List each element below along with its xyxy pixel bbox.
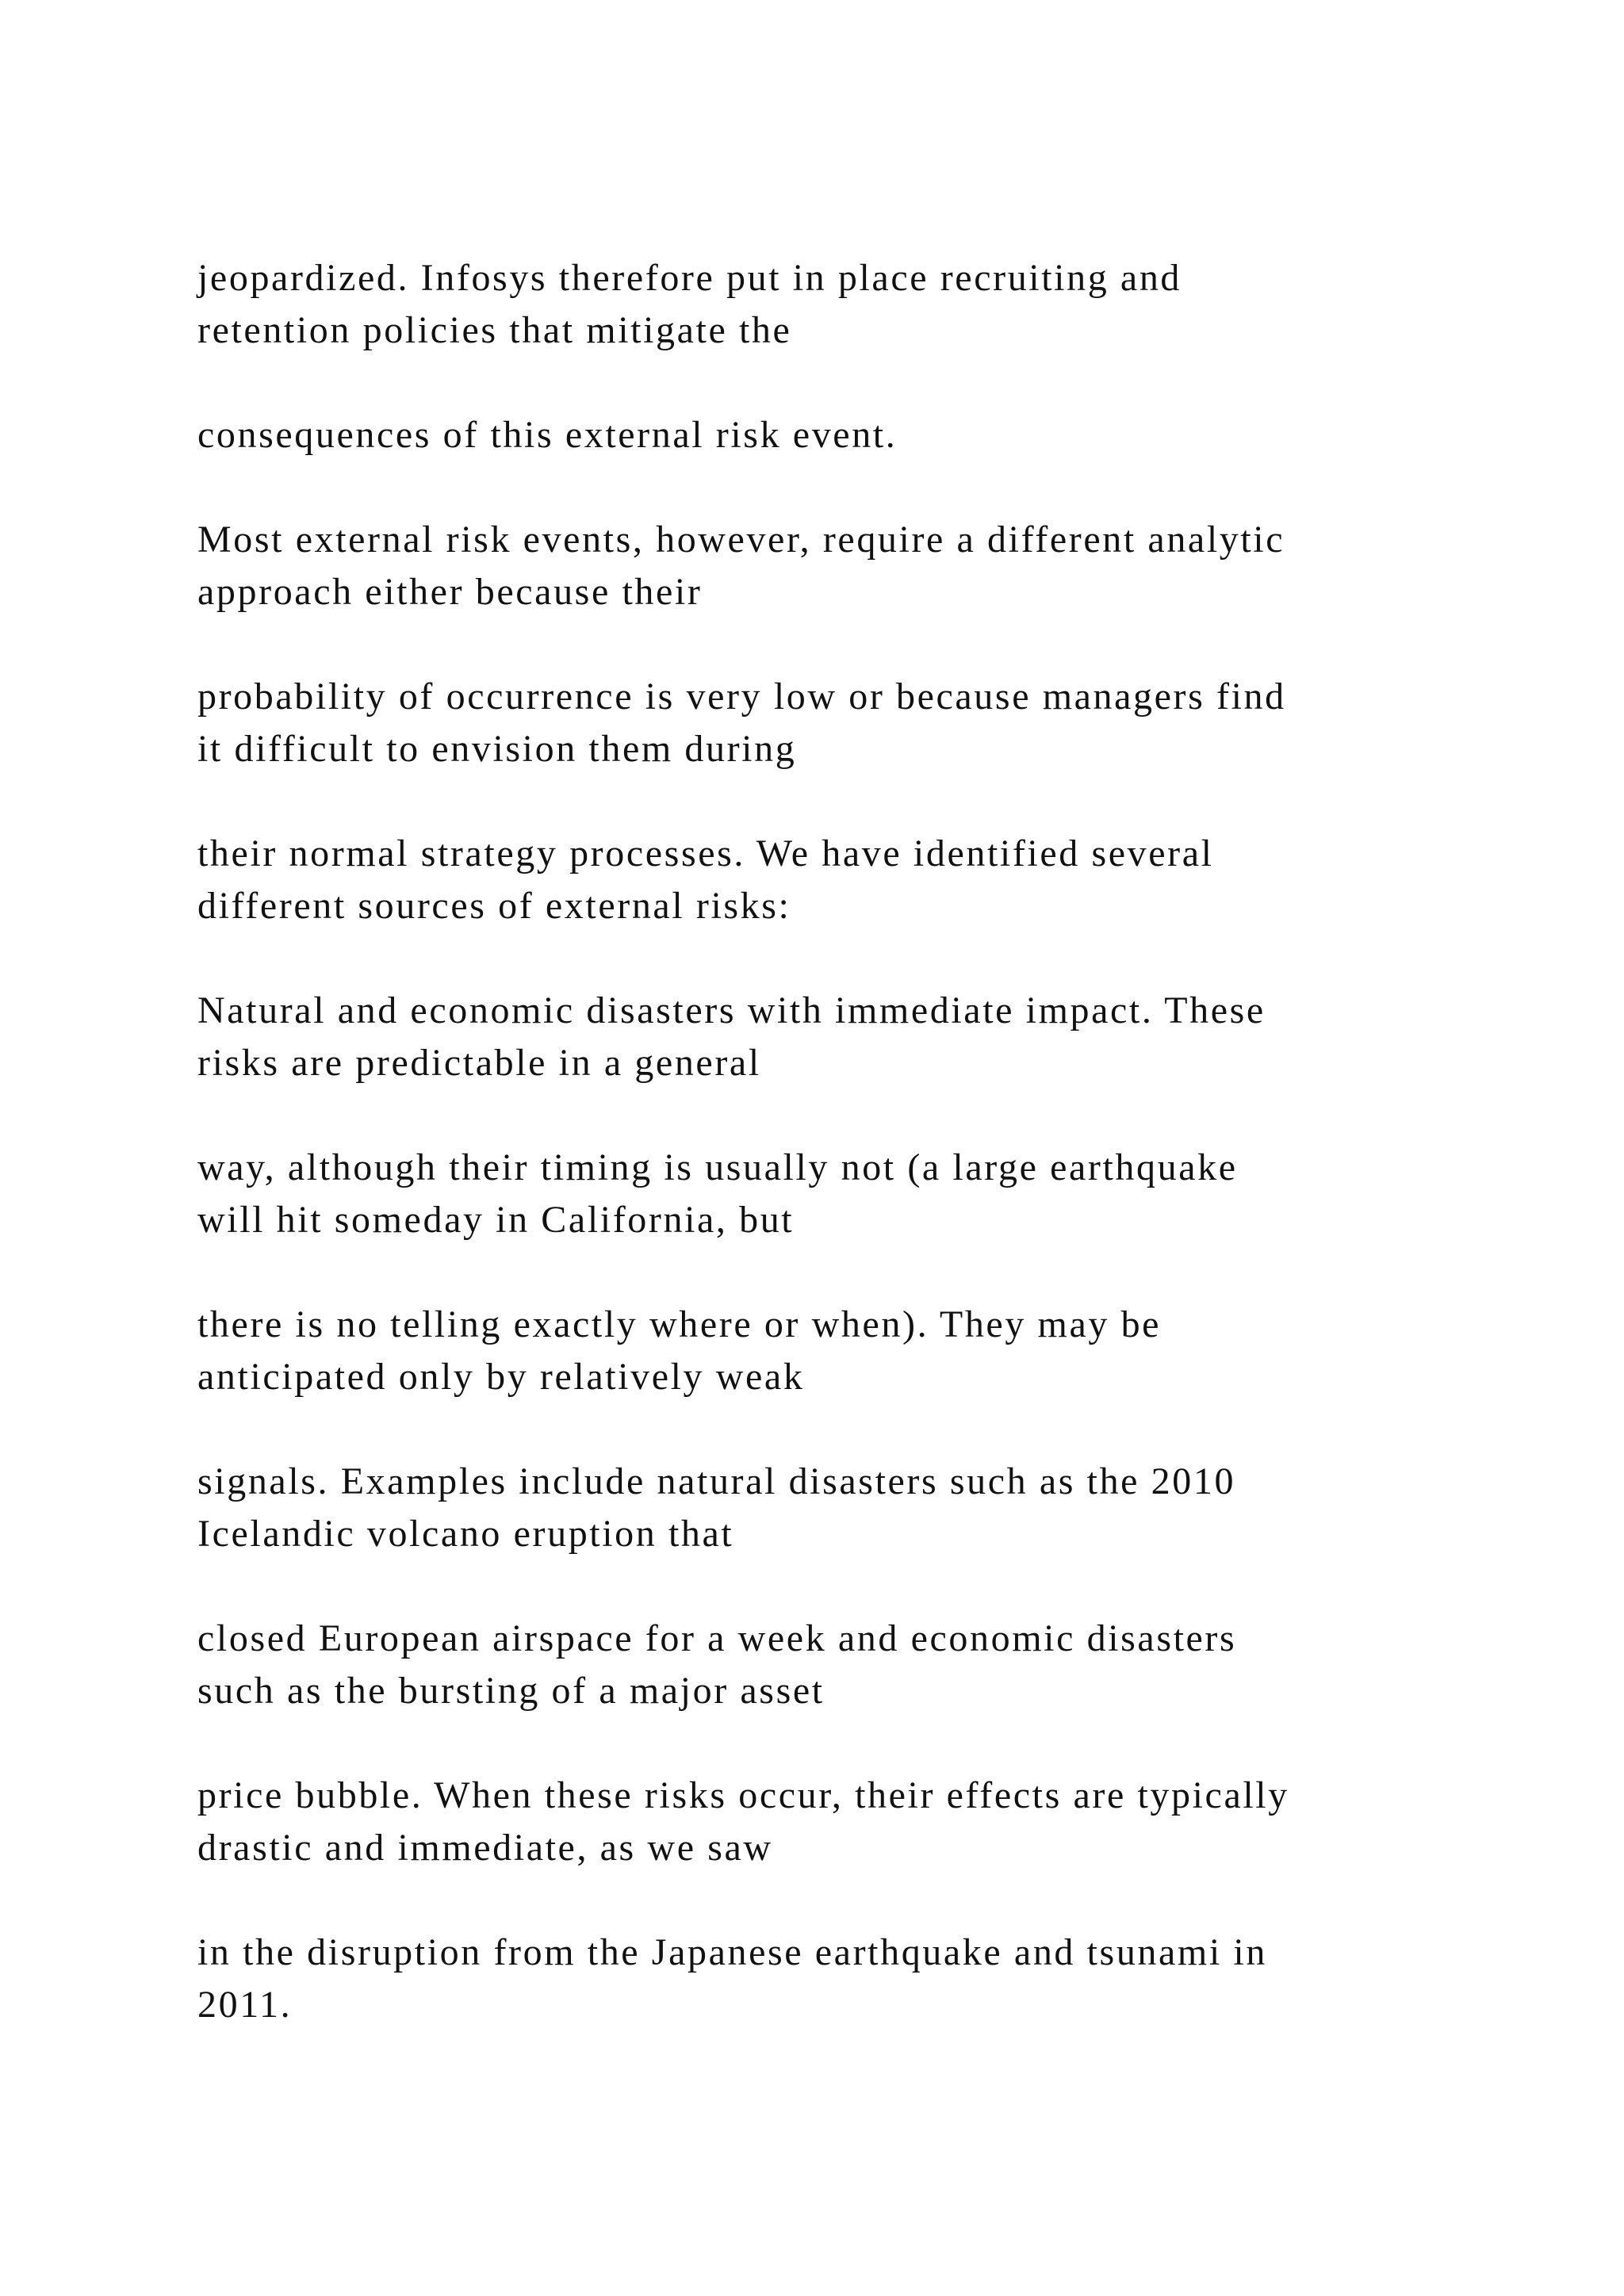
- text-line: retention policies that mitigate the: [197, 309, 792, 351]
- text-line: it difficult to envision them during: [197, 728, 797, 770]
- text-line: 2011.: [197, 1984, 293, 2026]
- paragraph: [197, 514, 1498, 618]
- text-line: approach either because their: [197, 571, 703, 613]
- text-line: their normal strategy processes. We have identified several: [197, 832, 1214, 874]
- text-line: price bubble. When these risks occur, their effects are typically: [197, 1774, 1289, 1816]
- text-line: Most external risk events, however, require a different analytic: [197, 519, 1285, 561]
- text-line: anticipated only by relatively weak: [197, 1356, 805, 1398]
- text-line: risks are predictable in a general: [197, 1042, 761, 1084]
- paragraph: [197, 985, 1498, 1089]
- paragraph: [197, 828, 1498, 932]
- text-line: drastic and immediate, as we saw: [197, 1827, 773, 1869]
- paragraph: [197, 409, 1498, 461]
- text-line: such as the bursting of a major asset: [197, 1670, 825, 1712]
- text-line: consequences of this external risk event.: [197, 414, 898, 456]
- paragraph: [197, 1299, 1498, 1403]
- text-line: different sources of external risks:: [197, 885, 791, 927]
- paragraph: [197, 671, 1498, 775]
- paragraph: [197, 252, 1498, 357]
- text-line: in the disruption from the Japanese earthquake and tsunami in: [197, 1931, 1267, 1973]
- text-line: jeopardized. Infosys therefore put in place recruiting and: [197, 257, 1182, 299]
- text-line: Natural and economic disasters with immediate impact. These: [197, 989, 1266, 1031]
- text-line: way, although their timing is usually not (a large earthquake: [197, 1146, 1238, 1188]
- paragraph: [197, 1613, 1498, 1717]
- text-line: Icelandic volcano eruption that: [197, 1513, 734, 1555]
- text-line: signals. Examples include natural disasters such as the 2010: [197, 1460, 1236, 1502]
- paragraph: [197, 1456, 1498, 1560]
- text-line: probability of occurrence is very low or because managers find: [197, 675, 1286, 718]
- text-line: closed European airspace for a week and economic disasters: [197, 1617, 1237, 1659]
- text-line: there is no telling exactly where or when). They may be: [197, 1303, 1162, 1345]
- text-line: will hit someday in California, but: [197, 1199, 795, 1241]
- paragraph: [197, 1142, 1498, 1246]
- paragraph: [197, 1770, 1498, 1874]
- document-body: [197, 252, 1498, 2084]
- paragraph: [197, 1927, 1498, 2031]
